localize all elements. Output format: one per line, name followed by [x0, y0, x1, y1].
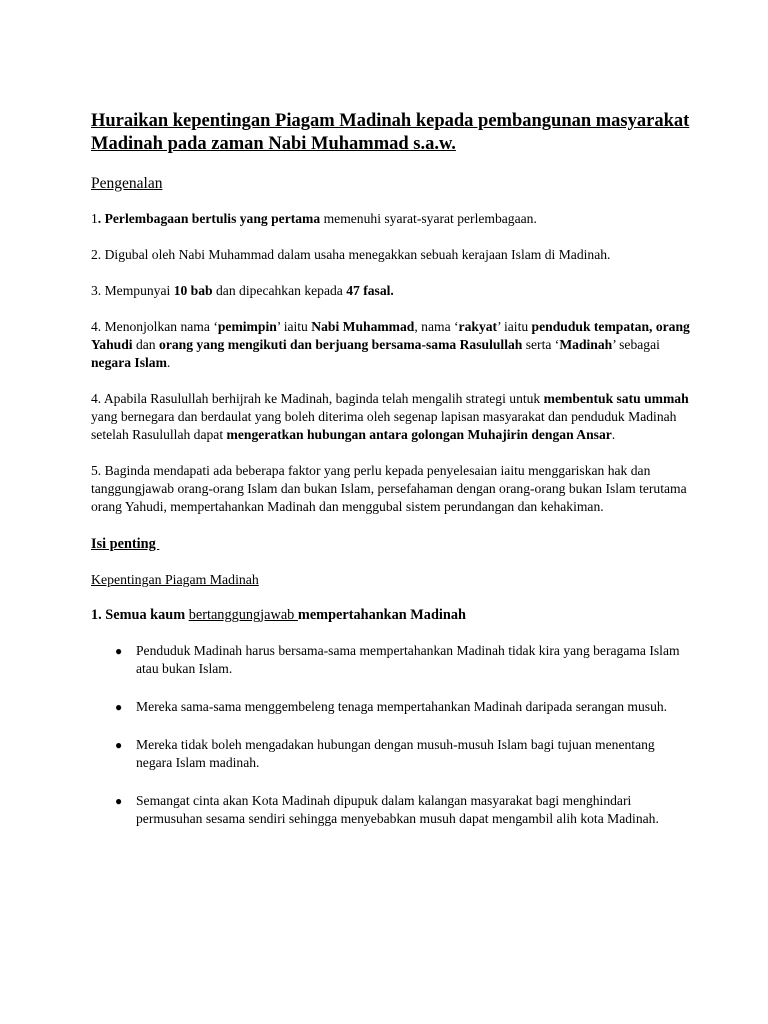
point-4-bold-pemimpin: pemimpin: [217, 319, 277, 334]
bullet-icon: ●: [115, 700, 123, 714]
intro-point-2: 2. Digubal oleh Nabi Muhammad dalam usaha menegakkan sebuah kerajaan Islam di Madinah.: [91, 247, 611, 262]
point-5-text-e: .: [611, 427, 616, 442]
isi-penting-heading: Isi penting: [91, 536, 160, 552]
point-4-text-c: ’ iaitu: [276, 319, 312, 334]
list-item: [91, 642, 691, 678]
point-1-bold: . Perlembagaan bertulis yang pertama: [97, 211, 321, 226]
section-1-text-a: 1. Semua kaum: [91, 607, 189, 623]
point-3-bold-fasal: 47 fasal.: [346, 283, 394, 298]
point-4-text-m: serta ‘: [522, 337, 560, 352]
point-3-text-c: dan dipecahkan kepada: [212, 283, 347, 298]
bullet-text: Penduduk Madinah harus bersama-sama mempertahankan Madinah tidak kira yang beragama Islam atau bukan Islam.: [136, 643, 680, 676]
point-4-text-e: , nama ‘: [414, 319, 459, 334]
list-item: [91, 736, 691, 772]
point-1-number: 1: [91, 211, 98, 226]
point-3-bold-bab: 10 bab: [173, 283, 213, 298]
point-5-bold-hubungan: mengeratkan hubungan antara golongan Muhajirin dengan Ansar: [226, 427, 612, 442]
bullet-list: [91, 642, 691, 828]
point-4-text-o: ’ sebagai: [612, 337, 660, 352]
point-5-text-c: yang bernegara dan berdaulat yang boleh diterima oleh segenap lapisan masyarakat dan penduduk Madinah setelah Rasulullah dapat: [91, 409, 677, 442]
bullet-icon: ●: [115, 644, 123, 658]
point-5-bold-ummah: membentuk satu ummah: [543, 391, 689, 406]
intro-point-5: [91, 390, 691, 444]
point-1-rest: memenuhi syarat-syarat perlembagaan.: [320, 211, 537, 226]
bullet-text: Semangat cinta akan Kota Madinah dipupuk dalam kalangan masyarakat bagi menghindari permusuhan sesama sendiri sehingga menyebabkan musuh dapat mengambil alih kota Madinah.: [136, 793, 659, 826]
bullet-text: Mereka tidak boleh mengadakan hubungan dengan musuh-musuh Islam bagi tujuan menentang negara Islam madinah.: [136, 737, 655, 770]
document-body: [91, 110, 691, 848]
intro-point-4: [91, 318, 691, 372]
point-4-bold-nabi: Nabi Muhammad: [311, 319, 415, 334]
point-4-bold-penduduk: penduduk tempatan: [531, 319, 650, 334]
list-item: [91, 792, 691, 828]
point-4-bold-rakyat: rakyat: [458, 319, 498, 334]
intro-heading: Pengenalan: [91, 175, 163, 192]
point-4-bold-orang: orang yang mengikuti dan berjuang bersama-sama Rasulullah: [159, 337, 523, 352]
point-4-text-a: 4. Menonjolkan nama ‘: [91, 319, 218, 334]
intro-point-3: [91, 282, 691, 300]
bullet-icon: ●: [115, 794, 123, 808]
intro-point-1: [91, 210, 691, 228]
point-4-text-q: .: [166, 355, 171, 370]
point-4-bold-madinah: Madinah: [559, 337, 613, 352]
point-4-bold-yahudi: orang Yahudi: [91, 319, 690, 352]
bullet-text: Mereka sama-sama menggembeleng tenaga mempertahankan Madinah daripada serangan musuh.: [136, 699, 668, 714]
point-4-text-g: ’ iaitu: [497, 319, 532, 334]
bullet-icon: ●: [115, 738, 123, 752]
section-1-text-c: mempertahankan Madinah: [297, 607, 466, 623]
point-5-text-a: 4. Apabila Rasulullah berhijrah ke Madinah, baginda telah mengalih strategi untuk: [91, 391, 544, 406]
point-4-text-k: dan: [132, 337, 160, 352]
point-4-bold-comma: ,: [649, 319, 656, 334]
document-title: Huraikan kepentingan Piagam Madinah kepada pembangunan masyarakat Madinah pada zaman Nabi Muhammad s.a.w.: [91, 111, 690, 154]
kepentingan-heading: Kepentingan Piagam Madinah: [91, 572, 259, 587]
section-1-heading: [91, 606, 691, 624]
intro-point-6: 5. Baginda mendapati ada beberapa faktor yang perlu kepada penyelesaian iaitu menggariskan hak dan tanggungjawab orang-orang Islam dan bukan Islam, persefahaman dengan orang-orang bukan Islam terutama orang Yahudi, mempertahankan Madinah dan menggubal sistem perundangan dan kehakiman.: [91, 463, 687, 514]
point-4-bold-negara: negara Islam: [91, 355, 167, 370]
list-item: [91, 698, 691, 716]
section-1-underlined: bertanggungjawab: [188, 607, 298, 623]
point-3-text-a: 3. Mempunyai: [91, 283, 174, 298]
